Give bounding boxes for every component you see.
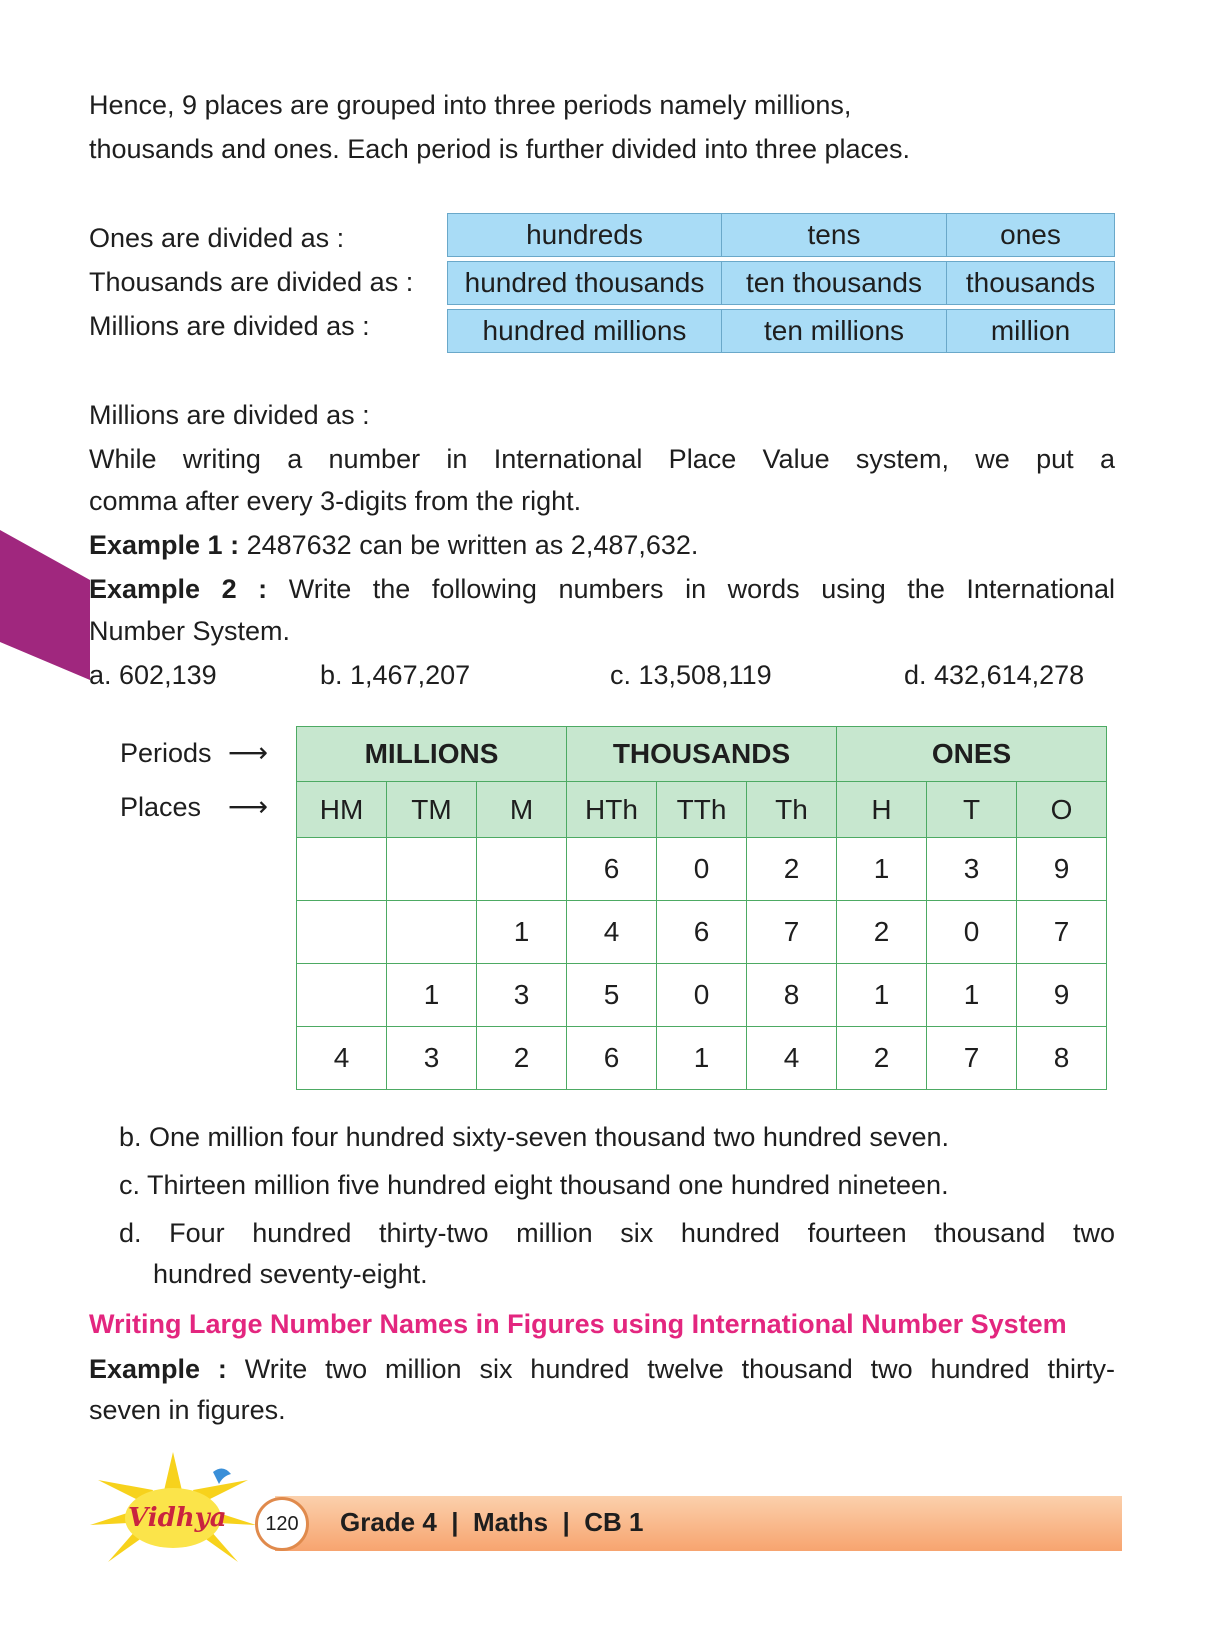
digit-cell: 7 xyxy=(927,1027,1017,1090)
option-b: b. 1,467,207 xyxy=(320,660,471,690)
thousands-cell-ten-thousands: ten thousands xyxy=(722,262,947,304)
thousands-division-label: Thousands are divided as : xyxy=(89,267,414,297)
place-header: HTh xyxy=(567,782,657,838)
digit-cell: 4 xyxy=(747,1027,837,1090)
ones-cell-hundreds: hundreds xyxy=(448,214,722,256)
side-tab-shape xyxy=(0,530,95,680)
place-header: HM xyxy=(297,782,387,838)
example-2-text: Write the following numbers in words using the International xyxy=(267,574,1115,604)
example-2-label: Example 2 : xyxy=(89,574,268,604)
digit-cell: 0 xyxy=(657,838,747,901)
table-row xyxy=(297,838,1107,901)
digit-cell xyxy=(387,838,477,901)
ones-cell-tens: tens xyxy=(722,214,947,256)
intro-line-2: thousands and ones. Each period is further divided into three places. xyxy=(89,134,911,164)
option-c: c. 13,508,119 xyxy=(610,660,772,690)
place-header: TTh xyxy=(657,782,747,838)
place-header: TM xyxy=(387,782,477,838)
digit-cell: 1 xyxy=(477,901,567,964)
table-row xyxy=(297,1027,1107,1090)
places-arrow-icon: ⟶ xyxy=(228,791,269,822)
digit-cell: 1 xyxy=(837,838,927,901)
digit-cell xyxy=(297,964,387,1027)
digit-cell: 2 xyxy=(747,838,837,901)
periods-arrow-icon: ⟶ xyxy=(228,737,269,768)
millions-division-label: Millions are divided as : xyxy=(89,311,370,341)
option-d: d. 432,614,278 xyxy=(904,660,1085,690)
thousands-cell-thousands: thousands xyxy=(965,267,1096,298)
option-a: a. 602,139 xyxy=(89,660,217,690)
millions-division-table xyxy=(447,309,1115,353)
digit-cell xyxy=(297,838,387,901)
digit-cell: 2 xyxy=(837,1027,927,1090)
place-value-grid xyxy=(296,726,1107,1090)
digit-cell: 5 xyxy=(567,964,657,1027)
page-number: 120 xyxy=(255,1497,309,1551)
table-row xyxy=(297,964,1107,1027)
place-header: H xyxy=(837,782,927,838)
digit-cell: 7 xyxy=(747,901,837,964)
period-thousands: THOUSANDS xyxy=(567,727,837,782)
thousands-division-table xyxy=(447,261,1115,305)
place-header: T xyxy=(927,782,1017,838)
digit-cell: 1 xyxy=(657,1027,747,1090)
intro-line-1: Hence, 9 places are grouped into three periods namely millions, xyxy=(89,90,852,120)
example-1-text: 2487632 can be written as 2,487,632. xyxy=(239,530,699,560)
periods-label: Periods xyxy=(120,738,212,768)
body-heading: Millions are divided as : xyxy=(89,400,370,430)
digit-cell: 9 xyxy=(1017,964,1107,1027)
digit-cell: 0 xyxy=(927,901,1017,964)
place-header: Th xyxy=(747,782,837,838)
table-row xyxy=(297,901,1107,964)
digit-cell: 9 xyxy=(1017,838,1107,901)
places-label: Places xyxy=(120,792,202,822)
millions-cell-million: million xyxy=(990,315,1071,346)
digit-cell: 3 xyxy=(387,1027,477,1090)
digit-cell: 1 xyxy=(837,964,927,1027)
example-1 xyxy=(89,532,698,559)
millions-cell-ten-millions: ten millions xyxy=(722,310,947,352)
digit-cell: 2 xyxy=(477,1027,567,1090)
digit-cell: 1 xyxy=(927,964,1017,1027)
place-row xyxy=(297,782,1107,838)
example-2 xyxy=(89,576,1115,603)
digit-cell: 6 xyxy=(567,838,657,901)
digit-cell: 1 xyxy=(387,964,477,1027)
section-example-line-2: seven in figures. xyxy=(89,1395,286,1425)
answer-d-line-1: d. Four hundred thirty-two million six hundred fourteen thousand two xyxy=(119,1218,1115,1248)
period-row xyxy=(297,727,1107,782)
digit-cell: 7 xyxy=(1017,901,1107,964)
example-1-label: Example 1 : xyxy=(89,530,240,560)
digit-cell: 4 xyxy=(567,901,657,964)
digit-cell xyxy=(477,838,567,901)
digit-cell: 0 xyxy=(657,964,747,1027)
ones-division-label: Ones are divided as : xyxy=(89,223,345,253)
footer-logo: Vidhya xyxy=(128,1503,227,1533)
digit-cell: 6 xyxy=(567,1027,657,1090)
digit-cell: 8 xyxy=(747,964,837,1027)
place-header: O xyxy=(1017,782,1107,838)
body-line-1: While writing a number in International Place Value system, we put a xyxy=(89,444,1115,474)
footer-text: Grade 4 | Maths | CB 1 xyxy=(340,1507,644,1537)
digit-cell: 6 xyxy=(657,901,747,964)
period-millions: MILLIONS xyxy=(297,727,567,782)
section-example-text: Write two million six hundred twelve thousand two hundred thirty- xyxy=(226,1354,1115,1384)
digit-cell: 4 xyxy=(297,1027,387,1090)
section-heading: Writing Large Number Names in Figures using International Number System xyxy=(89,1309,1067,1339)
ones-division-table xyxy=(447,213,1115,257)
body-line-2: comma after every 3-digits from the right. xyxy=(89,486,582,516)
answer-c: c. Thirteen million five hundred eight thousand one hundred nineteen. xyxy=(119,1170,949,1200)
place-header: M xyxy=(477,782,567,838)
section-example-label: Example : xyxy=(89,1354,227,1384)
digit-cell xyxy=(297,901,387,964)
answer-d-line-2: hundred seventy-eight. xyxy=(153,1259,428,1289)
thousands-cell-hundred-thousands: hundred thousands xyxy=(448,262,722,304)
digit-cell: 3 xyxy=(477,964,567,1027)
digit-cell: 3 xyxy=(927,838,1017,901)
period-ones: ONES xyxy=(837,727,1107,782)
example-2-line-2: Number System. xyxy=(89,616,291,646)
ones-cell-ones: ones xyxy=(1000,219,1061,250)
section-example xyxy=(89,1356,1115,1383)
digit-cell: 2 xyxy=(837,901,927,964)
millions-cell-hundred-millions: hundred millions xyxy=(448,310,722,352)
digit-cell: 8 xyxy=(1017,1027,1107,1090)
answer-b: b. One million four hundred sixty-seven thousand two hundred seven. xyxy=(119,1122,949,1152)
digit-cell xyxy=(387,901,477,964)
